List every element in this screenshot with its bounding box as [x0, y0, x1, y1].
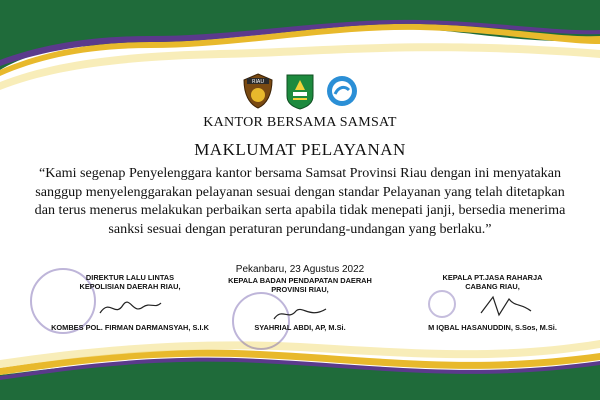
- signatory-center-role-1: KEPALA BADAN PENDAPATAN DAERAH: [228, 276, 372, 285]
- signature-center: [270, 301, 330, 325]
- page-title: MAKLUMAT PELAYANAN: [194, 140, 406, 159]
- signature-left: [95, 293, 165, 321]
- logo-row: [0, 72, 600, 110]
- riau-province-emblem-icon: [283, 72, 317, 110]
- office-name: KANTOR BERSAMA SAMSAT: [203, 115, 397, 130]
- signatory-center-role-2: PROVINSI RIAU,: [271, 285, 329, 294]
- signing-date: Pekanbaru, 23 Agustus 2022: [235, 264, 365, 275]
- signature-right: [475, 293, 535, 319]
- signatory-left: [40, 273, 220, 338]
- police-badge-icon: [241, 72, 275, 110]
- signatory-left-role-2: KEPOLISIAN DAERAH RIAU,: [79, 282, 181, 291]
- signatory-right-role-1: KEPALA PT.JASA RAHARJA: [442, 273, 543, 282]
- signatory-right: [405, 273, 580, 338]
- signatory-left-name: KOMBES POL. FIRMAN DARMANSYAH, S.I.K: [51, 323, 209, 332]
- signatory-left-role-1: DIREKTUR LALU LINTAS: [85, 273, 175, 282]
- signatory-center: [215, 265, 385, 340]
- jasa-raharja-logo-icon: [325, 72, 359, 110]
- police-badge-label: RIAU: [251, 79, 265, 85]
- signatory-center-name: SYAHRIAL ABDI, AP, M.Si.: [254, 323, 346, 332]
- service-statement: “Kami segenap Penyelenggara kantor bersama Samsat Provinsi Riau dengan ini menyatakan sanggup menyelenggarakan pelayanan sesuai dengan standar Pelayanan yang telah ditetapkan dan terus menerus melakukan perbaikan serta apabila tidak menepati janji, bersedia menerima sanksi sesuai dengan peraturan perundang-undangan yang berlaku.”: [34, 165, 566, 237]
- signatory-right-name: M IQBAL HASANUDDIN, S.Sos, M.Si.: [428, 323, 557, 332]
- signatory-right-role-2: CABANG RIAU,: [465, 282, 520, 291]
